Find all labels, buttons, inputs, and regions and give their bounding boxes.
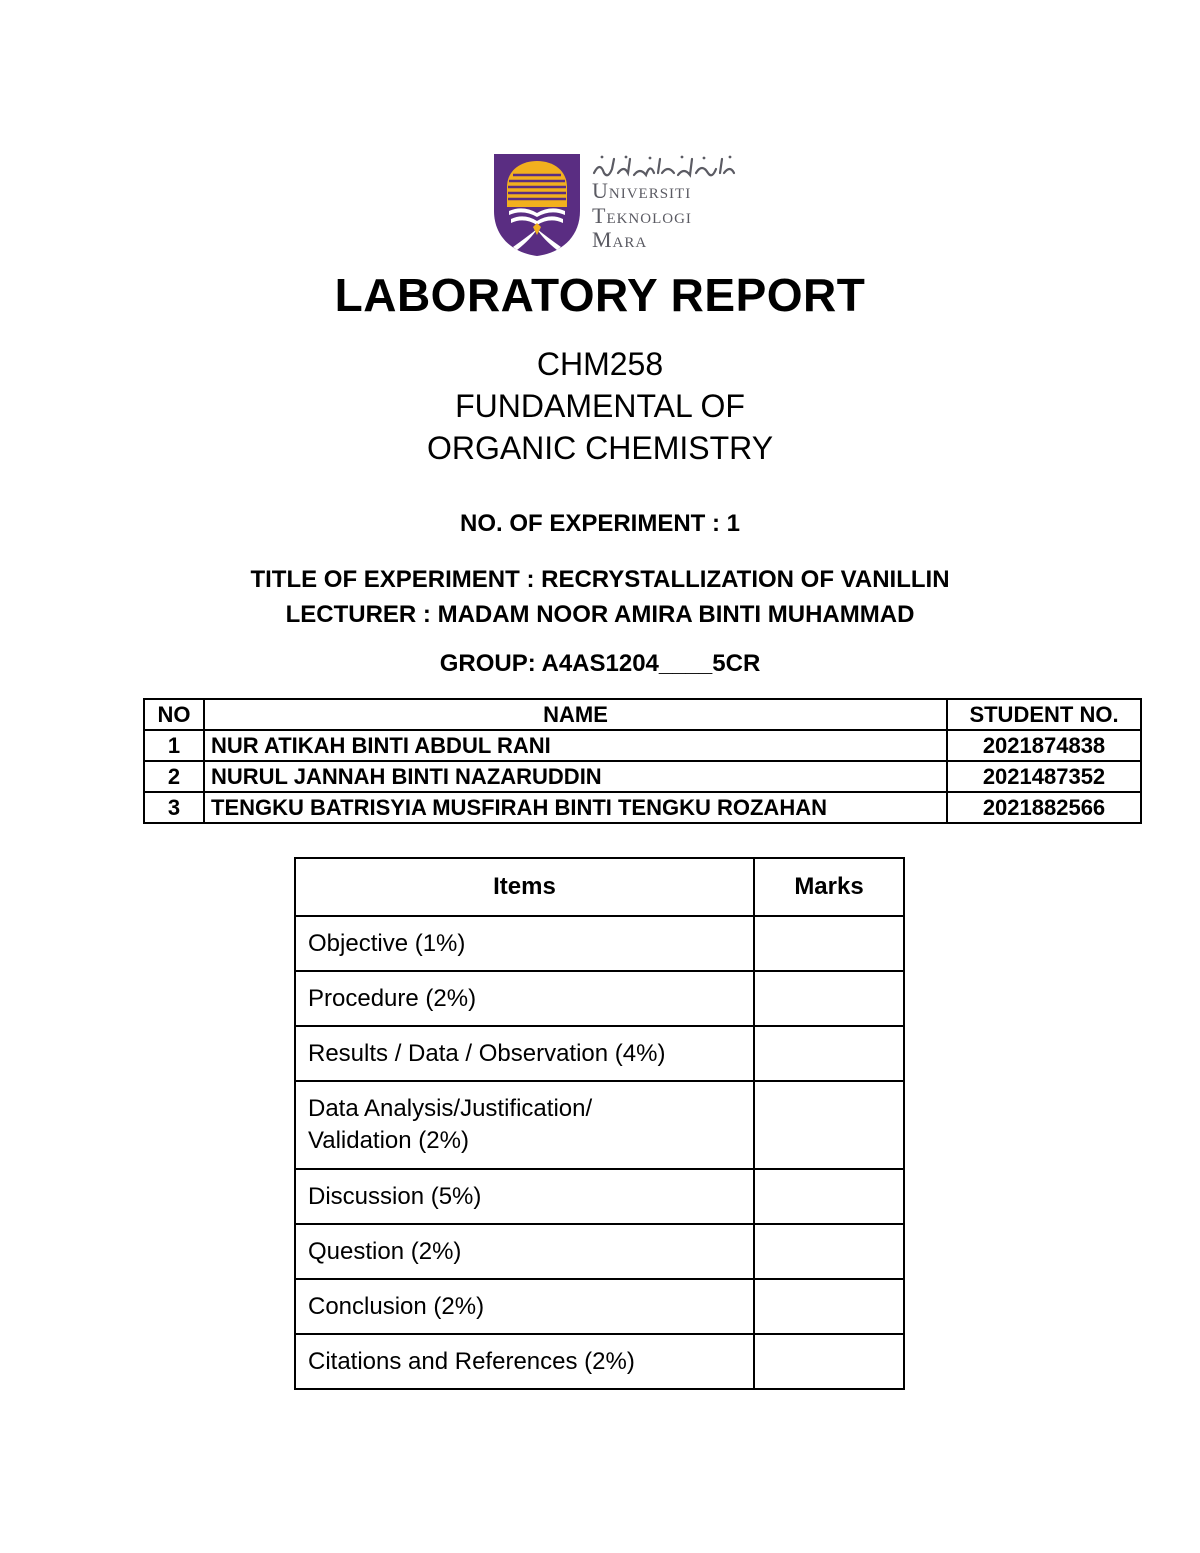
header-items: Items: [295, 858, 754, 916]
student-no-cell: 1: [144, 730, 204, 761]
logo-line-teknologi: Teknologi: [592, 202, 692, 228]
logo-wordmark: [592, 179, 692, 253]
marks-item-cell: Results / Data / Observation (4%): [295, 1026, 754, 1081]
student-table-header-row: [144, 699, 1141, 730]
table-row: [295, 1334, 904, 1389]
student-id-cell: 2021487352: [947, 761, 1141, 792]
student-name-cell: NUR ATIKAH BINTI ABDUL RANI: [204, 730, 947, 761]
marks-table: [294, 857, 905, 1390]
student-table: [143, 698, 1142, 824]
course-block: [0, 343, 1200, 469]
experiment-number: NO. OF EXPERIMENT : 1: [459, 510, 741, 537]
marks-value-cell: [754, 916, 904, 971]
marks-value-cell: [754, 1081, 904, 1169]
table-row: [295, 1169, 904, 1224]
marks-item-cell: Objective (1%): [295, 916, 754, 971]
marks-value-cell: [754, 1026, 904, 1081]
university-crest-icon: [493, 153, 581, 257]
header-student-no: STUDENT NO.: [947, 699, 1141, 730]
table-row: [295, 1224, 904, 1279]
table-row: [295, 916, 904, 971]
marks-item-cell: Discussion (5%): [295, 1169, 754, 1224]
marks-item-cell: Conclusion (2%): [295, 1279, 754, 1334]
table-row: [144, 761, 1141, 792]
marks-value-cell: [754, 1334, 904, 1389]
student-name-cell: TENGKU BATRISYIA MUSFIRAH BINTI TENGKU ROZAHAN: [204, 792, 947, 823]
course-name-line1: FUNDAMENTAL OF: [455, 388, 745, 424]
uitm-logo: [493, 153, 743, 258]
header-marks: Marks: [754, 858, 904, 916]
marks-table-header-row: [295, 858, 904, 916]
group-code: GROUP: A4AS1204____5CR: [439, 650, 761, 677]
student-no-cell: 2: [144, 761, 204, 792]
lecturer-name: LECTURER : MADAM NOOR AMIRA BINTI MUHAMMAD: [285, 601, 915, 628]
student-no-cell: 3: [144, 792, 204, 823]
header-no: NO: [144, 699, 204, 730]
report-title: LABORATORY REPORT: [334, 269, 866, 321]
table-row: [295, 1026, 904, 1081]
experiment-title: TITLE OF EXPERIMENT : RECRYSTALLIZATION OF VANILLIN: [250, 566, 950, 593]
marks-value-cell: [754, 1224, 904, 1279]
marks-value-cell: [754, 1279, 904, 1334]
logo-line-mara: Mara: [592, 227, 648, 252]
jawi-calligraphy-icon: [590, 153, 736, 181]
marks-item-line1: Data Analysis/Justification/: [308, 1095, 593, 1122]
student-id-cell: 2021882566: [947, 792, 1141, 823]
marks-item-cell: Question (2%): [295, 1224, 754, 1279]
marks-item-cell: Citations and References (2%): [295, 1334, 754, 1389]
header-name: NAME: [204, 699, 947, 730]
student-id-cell: 2021874838: [947, 730, 1141, 761]
student-name-cell: NURUL JANNAH BINTI NAZARUDDIN: [204, 761, 947, 792]
marks-value-cell: [754, 1169, 904, 1224]
table-row: [144, 792, 1141, 823]
marks-item-cell: [295, 1081, 754, 1169]
marks-value-cell: [754, 971, 904, 1026]
logo-jawi-script: [590, 153, 736, 181]
marks-item-cell: Procedure (2%): [295, 971, 754, 1026]
table-row: [295, 971, 904, 1026]
course-code: CHM258: [536, 346, 664, 382]
logo-line-universiti: Universiti: [592, 178, 692, 203]
experiment-info: [0, 562, 1200, 632]
table-row: [295, 1081, 904, 1169]
course-name-line2: ORGANIC CHEMISTRY: [426, 430, 774, 466]
table-row: [144, 730, 1141, 761]
table-row: [295, 1279, 904, 1334]
marks-item-line2: Validation (2%): [308, 1127, 469, 1154]
